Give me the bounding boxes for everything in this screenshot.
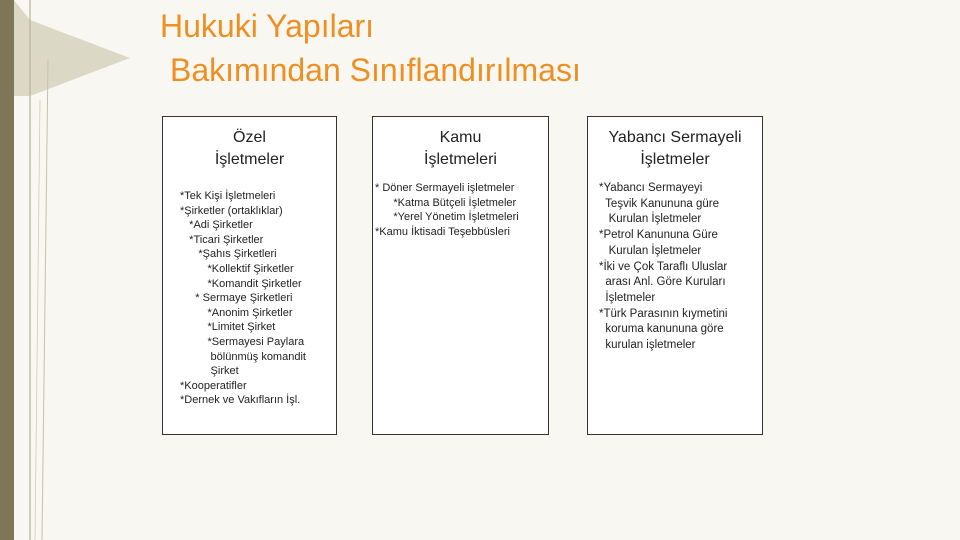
list-item: Kurulan İşletmeler (599, 244, 702, 257)
box-heading-line1: Özel (233, 129, 266, 146)
list-item: *Türk Parasının kıymetini (599, 307, 728, 320)
box-heading-line1: Kamu (439, 129, 482, 146)
list-item: *Katma Bütçeli İşletmeler (375, 196, 517, 209)
box-heading-line1: Yabancı Sermayeli (608, 129, 742, 146)
list-item: *Dernek ve Vakıfların İşl. (180, 394, 301, 407)
slide-title (160, 4, 581, 92)
slide-title-line1: Hukuki Yapıları (160, 8, 375, 44)
list-item: *Petrol Kanununa Güre (599, 229, 718, 242)
list-item: Teşvik Kanununa güre (599, 197, 719, 210)
list-item: Kurulan İşletmeler (599, 213, 702, 226)
list-item: İşletmeler (599, 291, 656, 304)
list-item: *Kollektif Şirketler (180, 262, 294, 275)
list-item: *Anonim Şirketler (180, 306, 293, 319)
box-list (588, 181, 762, 354)
box-heading-line2: İşletmeler (640, 151, 710, 168)
box-heading (588, 127, 762, 171)
list-item: *Ticari Şirketler (180, 233, 264, 246)
list-item: Şirket (180, 365, 239, 378)
slide-title-line2: Bakımından Sınıflandırılması (170, 52, 581, 88)
list-item: *Yerel Yönetim İşletmeleri (375, 211, 519, 224)
list-item: *Şahıs Şirketleri (180, 248, 277, 261)
list-item: *Şirketler (ortaklıklar) (180, 204, 283, 217)
list-item: *Kamu İktisadi Teşebbüsleri (375, 225, 510, 238)
box-ozel-isletmeler (162, 116, 337, 435)
list-item: *Tek Kişi İşletmeleri (180, 190, 276, 202)
box-heading-line2: İşletmeleri (424, 151, 497, 168)
list-item: arası Anl. Göre Kuruları (599, 276, 726, 289)
list-item: *Kooperatifler (180, 379, 247, 392)
list-item: * Sermaye Şirketleri (180, 292, 293, 305)
list-item: koruma kanununa göre (599, 323, 724, 336)
box-kamu-isletmeleri (372, 116, 549, 435)
box-list (373, 181, 548, 239)
box-heading (163, 127, 336, 171)
list-item: *Adi Şirketler (180, 219, 253, 232)
box-heading-line2: İşletmeler (214, 151, 285, 168)
list-item: *Limitet Şirket (180, 321, 276, 334)
box-list (163, 189, 336, 408)
list-item: kurulan işletmeler (599, 339, 696, 352)
list-item: bölünmüş komandit (180, 350, 306, 363)
list-item: *İki ve Çok Taraflı Uluslar (599, 260, 728, 273)
list-item: *Komandit Şirketler (180, 277, 302, 290)
list-item: *Yabancı Sermayeyi (599, 182, 703, 194)
box-yabanci-sermayeli-isletmeler (587, 116, 763, 435)
list-item: * Döner Sermayeli işletmeler (375, 182, 515, 194)
list-item: *Sermayesi Paylara (180, 335, 305, 348)
box-heading (373, 127, 548, 171)
